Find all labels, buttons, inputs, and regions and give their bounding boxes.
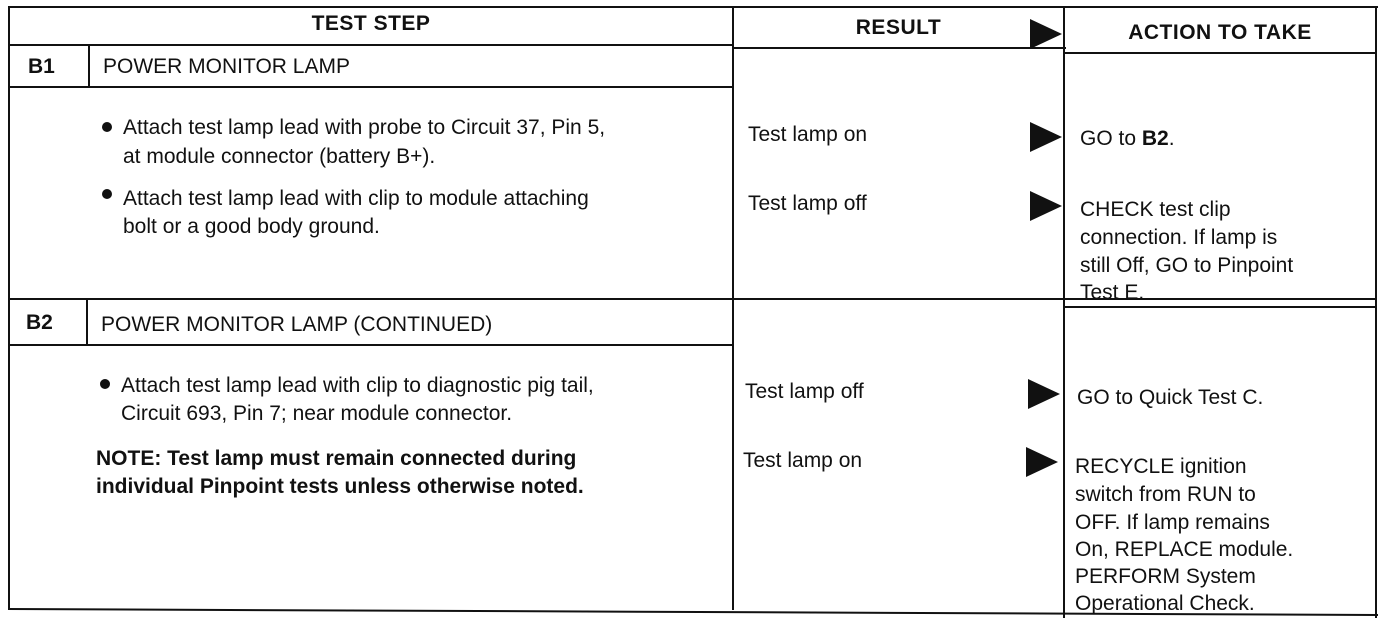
step-b1-action1-prefix: GO to <box>1080 127 1142 150</box>
step-b1-action1-suffix: . <box>1168 127 1175 150</box>
arrow-right-icon <box>1030 122 1062 152</box>
header-action: ACTION TO TAKE <box>1128 21 1312 44</box>
step-b2-note-line1: NOTE: Test lamp must remain connected during <box>96 447 577 470</box>
step-b1-bullet1-line1: Attach test lamp lead with probe to Circuit 37, Pin 5, <box>123 116 606 139</box>
step-b2-note-line2: individual Pinpoint tests unless otherwise noted. <box>96 475 584 498</box>
bullet-icon <box>102 189 112 199</box>
step-b1-result2: Test lamp off <box>748 192 867 215</box>
step-b2-bullet1-line1: Attach test lamp lead with clip to diagnostic pig tail, <box>121 374 594 397</box>
step-b2-bullet1-line2: Circuit 693, Pin 7; near module connector. <box>121 402 513 425</box>
step-b2-action1-line1: GO to Quick Test C. <box>1077 386 1264 409</box>
step-b1-action1 <box>1080 124 1175 153</box>
step-b1-action2-line4: Test E. <box>1080 281 1145 304</box>
header-arrow-icon <box>1030 19 1062 49</box>
step-b2-result2: Test lamp on <box>743 449 863 472</box>
step-b1-action2-line1: CHECK test clip <box>1080 198 1231 221</box>
bullet-icon <box>100 379 110 389</box>
step-b1-id: B1 <box>28 55 55 78</box>
arrow-right-icon <box>1028 379 1060 409</box>
step-b1-action2-line2: connection. If lamp is <box>1080 226 1278 249</box>
step-b2-action2-line6: Operational Check. <box>1075 592 1255 615</box>
bullet-icon <box>102 122 112 132</box>
step-b1-result1: Test lamp on <box>748 123 868 146</box>
arrow-right-icon <box>1026 447 1058 477</box>
step-b1-bullet1-line2: at module connector (battery B+). <box>123 145 436 168</box>
header-test-step: TEST STEP <box>311 12 431 35</box>
step-b2-id: B2 <box>26 311 53 334</box>
step-b1-bullet2-line1: Attach test lamp lead with clip to module attaching <box>123 187 589 210</box>
step-b2-title: POWER MONITOR LAMP (CONTINUED) <box>101 313 493 336</box>
step-b1-bullet2-line2: bolt or a good body ground. <box>123 215 380 238</box>
step-b2-action2-line5: PERFORM System <box>1075 565 1256 588</box>
step-b2-action2-line2: switch from RUN to <box>1075 483 1256 506</box>
step-b2-action2-line4: On, REPLACE module. <box>1075 538 1294 561</box>
header-result: RESULT <box>855 16 942 39</box>
step-b2-action2-line3: OFF. If lamp remains <box>1075 511 1270 534</box>
step-b1-action1-ref: B2 <box>1141 127 1169 150</box>
arrow-right-icon <box>1030 191 1062 221</box>
step-b1-title: POWER MONITOR LAMP <box>103 55 350 78</box>
step-b2-result1: Test lamp off <box>745 380 864 403</box>
step-b1-action2-line3: still Off, GO to Pinpoint <box>1080 254 1294 277</box>
step-b2-action2-line1: RECYCLE ignition <box>1075 455 1247 478</box>
